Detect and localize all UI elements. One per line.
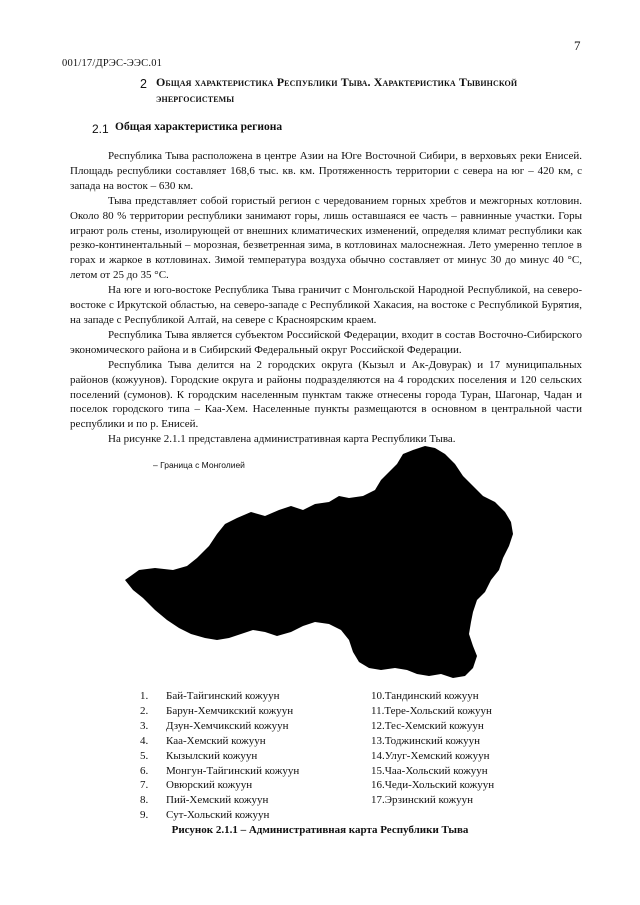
legend-number: 12. [371,719,385,732]
legend-item [371,719,571,734]
legend-right [371,689,571,808]
tuva-map-shape [125,442,515,682]
legend-number: 13. [371,734,385,747]
legend-item [371,689,571,704]
legend-name: Тоджинский кожуун [384,734,481,747]
mongolia-border-label: – Граница с Монголией [153,460,245,470]
legend-name: Чеди-Хольский кожуун [384,779,495,792]
legend-number: 3. [140,719,149,732]
tuva-territory [125,446,513,678]
legend-number: 6. [140,764,149,777]
legend-name: Пий-Хемский кожуун [166,794,269,807]
legend-name: Эрзинский кожуун [384,794,474,807]
paragraph: Республика Тыва делится на 2 городских округа (Кызыл и Ак-Довурак) и 17 муниципальных районов (кожуунов). Городские округа и районы подразделяются на 4 городских поселения и 120 сельских поселений (сумонов). К городским населенным пунктам также отнесены города Туран, Шагонар, Чадан и поселок городского типа – Каа-Хем. Населенные пункты размещаются в основном в центральной части республики и по р. Енисей. [70,358,582,431]
legend-name: Барун-Хемчикский кожуун [166,704,294,717]
subsection-title: Общая характеристика региона [115,121,283,133]
legend-number: 2. [140,704,149,717]
legend-number: 5. [140,749,149,762]
legend-number: 9. [140,809,149,822]
legend-item [371,704,571,719]
legend-item [140,704,360,719]
paragraph: Республика Тыва расположена в центре Азии на Юге Восточной Сибири, в верховьях реки Енисей. Площадь республики составляет 168,6 тыс. кв. км. Протяженность территории с севера на юг – 420 км, с запада на восток – 630 км. [70,150,582,192]
legend-name: Тере-Хольский кожуун [384,704,492,717]
page-number: 7 [574,38,581,53]
section-number: 2 [140,77,147,91]
legend-item [140,689,360,704]
paragraph: Тыва представляет собой гористый регион с чередованием горных хребтов и межгорных котловин. Около 80 % территории республики занимают горы, лишь оставшаяся ее часть – равнинные участки. Горы играют роль стены, изолирующей от внешних климатических изменений, определяя климат республики как резко-континентальный – морозная, безветренная зима, в котловинах малоснежная. Лето умеренно теплое в горах и жаркое в котловинах. Зимой температура воздуха обычно составляет от минус 30 до минус 40 °С, летом от 25 до 35 °С. [70,194,582,282]
legend-item [371,749,571,764]
legend-number: 14. [371,749,385,762]
figure-caption: Рисунок 2.1.1 – Административная карта Республики Тыва [171,824,469,836]
paragraph: Республика Тыва является субъектом Российской Федерации, входит в состав Восточно-Сибирского экономического района и в Сибирский Федеральный округ Российской Федерации. [70,328,582,356]
legend-name: Овюрский кожуун [166,779,253,792]
paragraph: На юге и юго-востоке Республика Тыва граничит с Монгольской Народной Республикой, на северо-востоке с Иркутской областью, на северо-западе с Республикой Хакасия, на востоке с Республикой Бурятия, на западе с Республикой Алтай, на севере с Красноярским краем. [70,284,582,326]
legend-number: 10. [371,690,385,702]
legend-name: Тандинский кожуун [384,690,479,702]
body-text [70,149,582,447]
paragraph: На рисунке 2.1.1 представлена административная карта Республики Тыва. [108,433,456,446]
legend-item [371,734,571,749]
legend-name: Чаа-Хольский кожуун [384,764,488,777]
legend-number: 8. [140,794,149,807]
subsection-number: 2.1 [92,122,109,136]
legend-item [140,734,360,749]
legend-number: 4. [140,734,149,747]
tuva-map [125,442,515,682]
legend-item [140,764,360,779]
legend-number: 16. [371,779,385,792]
legend-number: 17. [371,794,385,807]
legend-name: Тес-Хемский кожуун [384,719,484,732]
section-title: Общая характеристика Республики Тыва. Характеристика Тывинской энергосистемы [156,75,518,105]
legend-item [371,778,571,793]
legend-number: 11. [371,704,385,717]
legend-item [140,749,360,764]
legend-name: Монгун-Тайгинский кожуун [166,764,300,777]
legend-item [371,764,571,779]
legend-name: Бай-Тайгинский кожуун [166,690,280,702]
legend-name: Каа-Хемский кожуун [166,734,266,747]
document-code: 001/17/ДРЭС-ЭЭС.01 [62,58,163,69]
legend-item [140,793,360,808]
legend-name: Сут-Хольский кожуун [166,809,270,822]
legend-item [140,808,360,823]
legend-number: 7. [140,779,149,792]
legend-item [371,793,571,808]
legend-item [140,778,360,793]
legend-number: 15. [371,764,385,777]
legend-left [140,689,360,823]
legend-name: Кызылский кожуун [166,749,258,762]
legend-name: Дзун-Хемчикский кожуун [166,719,289,732]
legend-number: 1. [140,690,149,702]
legend-name: Улуг-Хемский кожуун [384,749,490,762]
legend-item [140,719,360,734]
